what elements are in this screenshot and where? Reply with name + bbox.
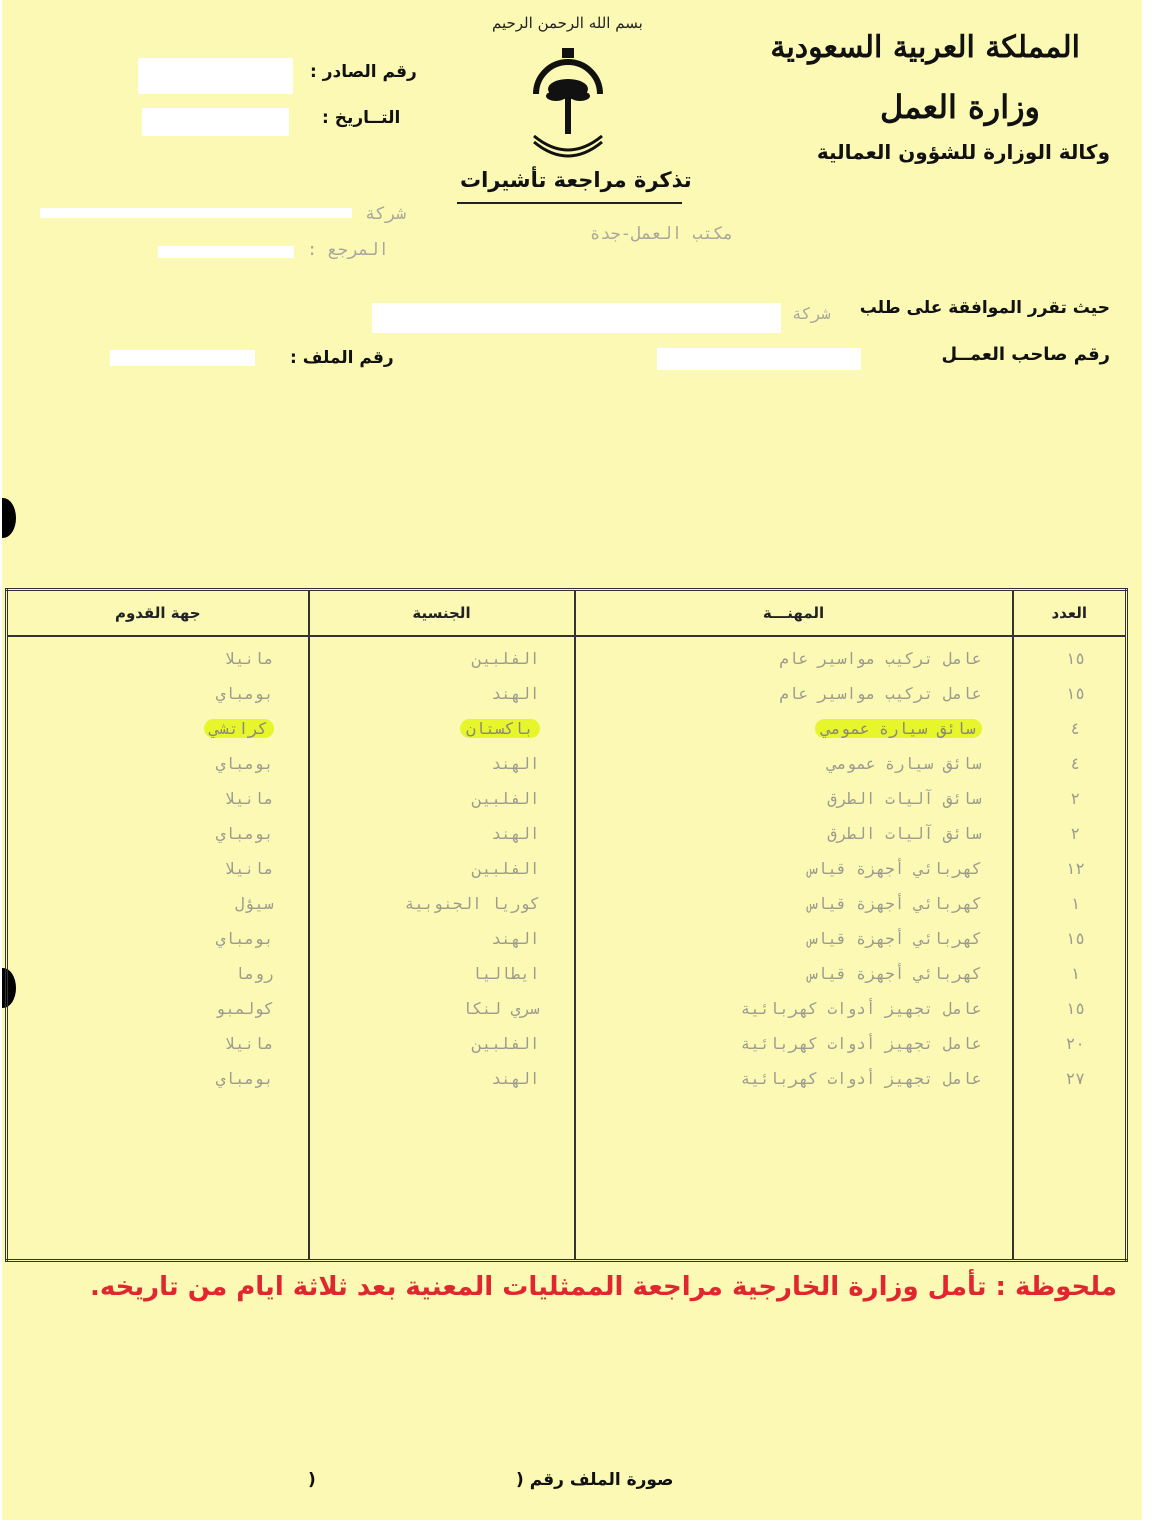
profession-cell [576,921,982,956]
arrival-cell [8,851,274,886]
ministry-name: وزارة العمل [880,88,1040,126]
count-cell [1026,991,1126,1026]
nationality-value: الفلبين [472,649,540,668]
count-cell [1026,1026,1126,1061]
arrival-value: مانيلا [225,649,274,668]
profession-value: كهربائي أجهزة قياس [808,859,982,878]
arrival-cell [8,816,274,851]
nationality-cell [310,746,540,781]
profession-value: سائق آليات الطرق [827,789,982,808]
profession-value: كهربائي أجهزة قياس [808,894,982,913]
typed-office: مكتب العمل-جدة [590,224,734,244]
approval-label: حيث تقرر الموافقة على طلب [859,298,1110,318]
arrival-column [7,636,309,1261]
arrival-value: بومباي [215,684,274,703]
nationality-cell [310,641,540,676]
profession-value: سائق سيارة عمومي [815,719,981,738]
nationality-cell [310,816,540,851]
arrival-cell [8,1026,274,1061]
nationality-cell [310,1061,540,1096]
count-value: ٢٧ [1065,1069,1085,1088]
arrival-cell [8,921,274,956]
profession-value: سائق آليات الطرق [827,824,982,843]
count-value: ٢ [1070,824,1081,843]
nationality-value: كوريا الجنوبية [404,894,540,913]
count-value: ١٥ [1065,999,1085,1018]
nationality-cell [310,676,540,711]
arrival-cell [8,991,274,1026]
arrival-cell [8,781,274,816]
arrival-cell [8,746,274,781]
profession-value: عامل تركيب مواسير عام [779,649,982,668]
count-cell [1026,956,1126,991]
nationality-value: الهند [491,1069,540,1088]
agency-name: وكالة الوزارة للشؤون العمالية [816,140,1110,164]
profession-cell [576,641,982,676]
typed-reference-redaction [158,246,294,258]
nationality-column [309,636,575,1261]
profession-cell [576,676,982,711]
nationality-cell [310,886,540,921]
arrival-header: جهة القدوم [7,590,309,637]
profession-cell [576,746,982,781]
file-copy-close-paren: ) [308,1470,316,1490]
nationality-value: الهند [491,684,540,703]
profession-value: عامل تجهيز أدوات كهربائية [740,999,982,1018]
employer-number-label: رقم صاحب العمــل [941,344,1110,365]
profession-cell [576,991,982,1026]
nationality-value: الهند [491,929,540,948]
punch-hole [2,498,16,538]
saudi-emblem-icon [528,44,608,169]
nationality-value: سري لنكا [462,999,540,1018]
file-copy-label: صورة الملف رقم ( [516,1470,674,1490]
count-cell [1026,886,1126,921]
count-cell [1026,676,1126,711]
count-value: ١٢ [1065,859,1085,878]
nationality-value: الفلبين [472,859,540,878]
nationality-cell [310,991,540,1026]
profession-column [575,636,1013,1261]
count-value: ٢٠ [1065,1034,1085,1053]
typed-company-label: شركة [365,204,406,224]
profession-value: سائق سيارة عمومي [827,754,982,773]
profession-value: عامل تجهيز أدوات كهربائية [740,1034,982,1053]
nationality-cell [310,921,540,956]
arrival-value: روما [234,964,274,983]
count-value: ١٥ [1065,649,1085,668]
arrival-cell [8,641,274,676]
employer-number-redaction [657,348,861,370]
typed-company-redaction [40,208,352,218]
arrival-cell [8,1061,274,1096]
count-value: ٢ [1070,789,1081,808]
nationality-cell [310,956,540,991]
count-cell [1026,641,1126,676]
count-cell [1026,921,1126,956]
profession-header: المهنـــة [575,590,1013,637]
ministry-note: ملحوظة : تأمل وزارة الخارجية مراجعة الممثليات المعنية بعد ثلاثة ايام من تاريخه. [90,1272,1117,1302]
profession-cell [576,956,982,991]
nationality-value: باكستان [460,719,539,738]
arrival-value: سيؤل [234,894,274,913]
profession-value: عامل تجهيز أدوات كهربائية [740,1069,982,1088]
date-redaction [142,108,289,136]
profession-cell [576,1061,982,1096]
approval-company-label: شركة [792,304,831,323]
count-value: ١٥ [1065,929,1085,948]
profession-cell [576,711,982,746]
arrival-value: كولمبو [215,999,274,1018]
issued-number-redaction [138,58,293,94]
profession-cell [576,1026,982,1061]
arrival-value: كراتشي [204,719,274,738]
nationality-header: الجنسية [309,590,575,637]
profession-cell [576,781,982,816]
arrival-value: مانيلا [225,789,274,808]
arrival-cell [8,676,274,711]
bismillah-text: بسم الله الرحمن الرحيم [492,14,643,32]
count-value: ١ [1070,964,1081,983]
arrival-value: بومباي [215,754,274,773]
arrival-value: مانيلا [225,1034,274,1053]
nationality-value: الفلبين [472,1034,540,1053]
arrival-cell [8,886,274,921]
arrival-value: بومباي [215,824,274,843]
date-label: التــاريخ : [322,108,401,128]
count-cell [1026,816,1126,851]
nationality-value: الفلبين [472,789,540,808]
profession-value: كهربائي أجهزة قياس [808,964,982,983]
nationality-cell [310,1026,540,1061]
nationality-value: ايطاليا [472,964,540,983]
file-number-label: رقم الملف : [290,348,394,368]
count-column [1013,636,1127,1261]
count-cell [1026,711,1126,746]
count-cell [1026,781,1126,816]
nationality-cell [310,781,540,816]
profession-value: عامل تركيب مواسير عام [779,684,982,703]
approval-company-redaction [372,303,781,333]
issued-number-label: رقم الصادر : [310,62,417,82]
nationality-cell [310,711,540,746]
count-value: ٤ [1070,754,1081,773]
arrival-value: بومباي [215,929,274,948]
count-value: ٤ [1070,719,1081,738]
count-value: ١٥ [1065,684,1085,703]
title-underline [457,202,682,204]
count-header: العدد [1013,590,1127,637]
table-header-row [7,590,1127,637]
profession-value: كهربائي أجهزة قياس [808,929,982,948]
arrival-value: بومباي [215,1069,274,1088]
arrival-value: مانيلا [225,859,274,878]
count-cell [1026,851,1126,886]
nationality-value: الهند [491,754,540,773]
profession-cell [576,816,982,851]
nationality-value: الهند [491,824,540,843]
arrival-cell [8,711,274,746]
count-cell [1026,1061,1126,1096]
document-title: تذكرة مراجعة تأشيرات [460,168,692,192]
nationality-cell [310,851,540,886]
document-page [2,0,1142,1520]
visa-table [5,588,1128,1262]
arrival-cell [8,956,274,991]
count-cell [1026,746,1126,781]
profession-cell [576,886,982,921]
profession-cell [576,851,982,886]
count-value: ١ [1070,894,1081,913]
file-number-redaction [110,350,255,366]
typed-reference-label: المرجع : [307,240,389,260]
kingdom-name: المملكة العربية السعودية [770,30,1080,65]
